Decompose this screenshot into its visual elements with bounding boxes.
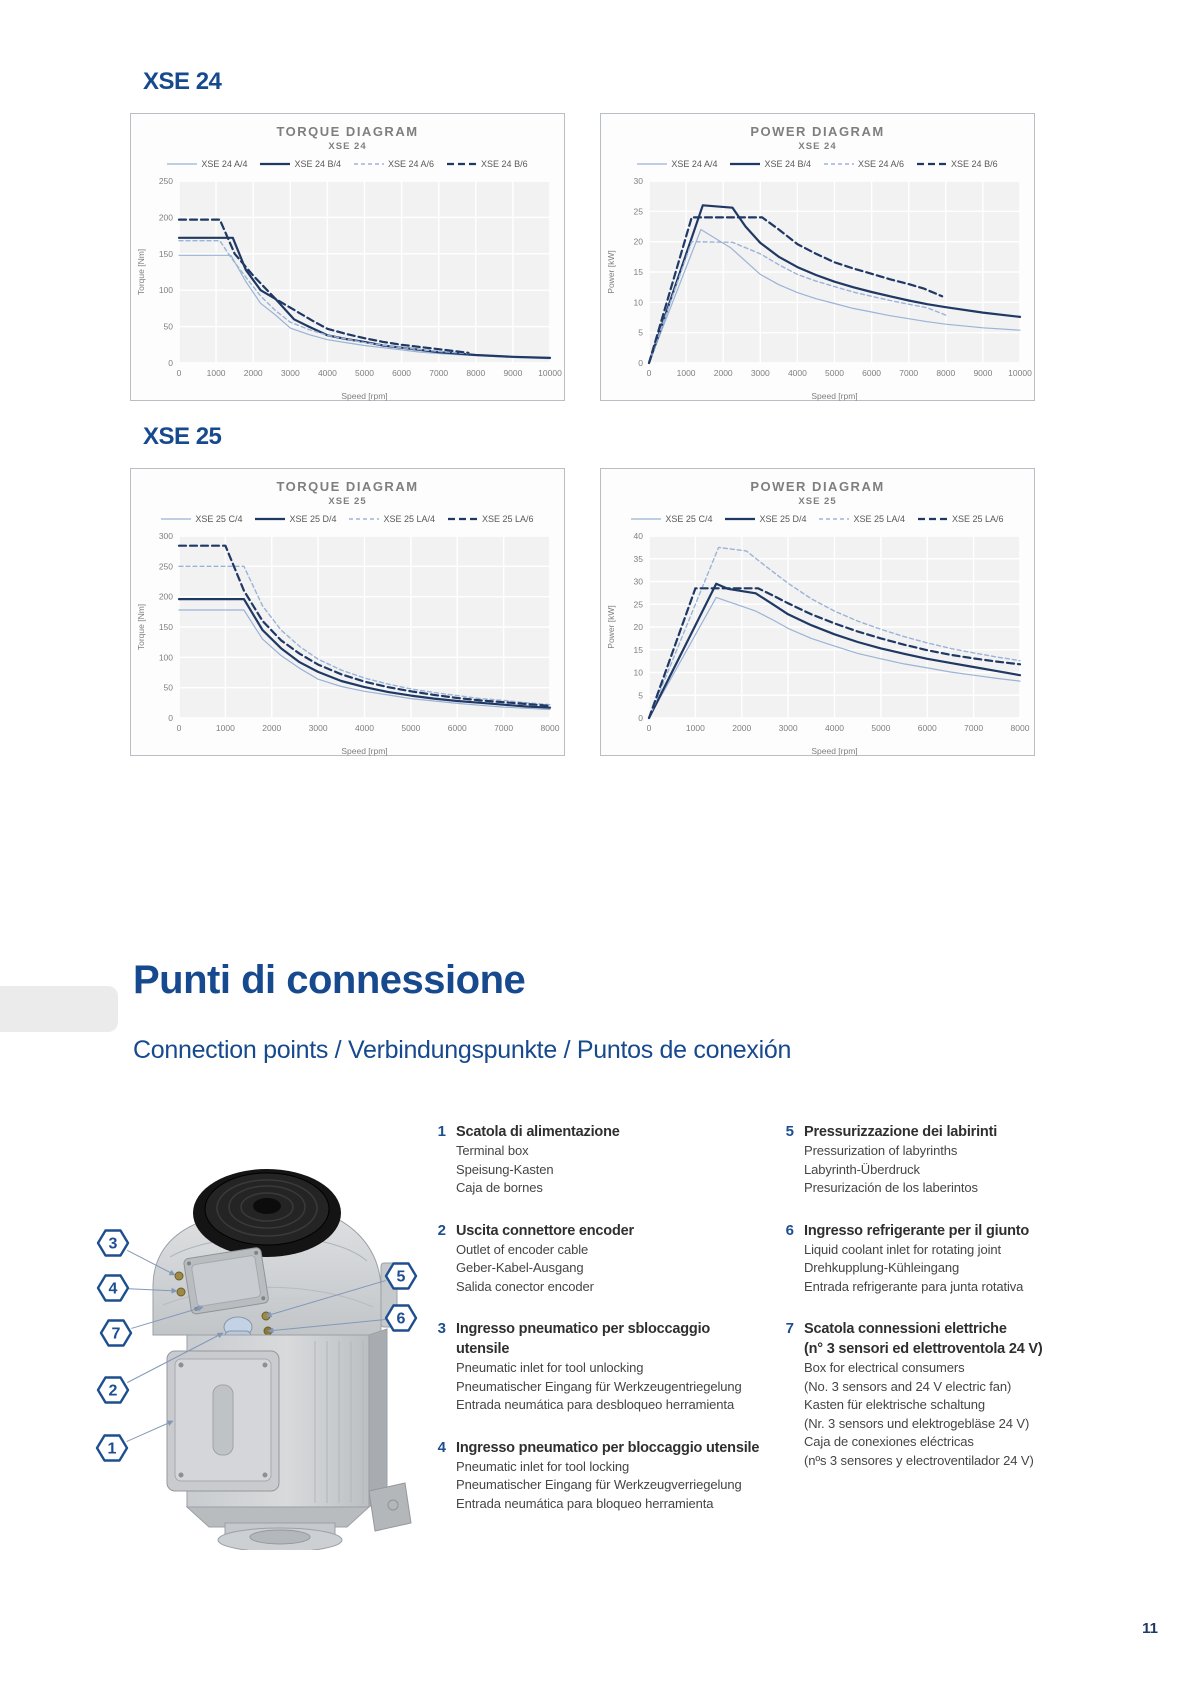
svg-text:35: 35 bbox=[633, 553, 643, 564]
section-accent-bar bbox=[0, 986, 118, 1032]
svg-text:50: 50 bbox=[163, 682, 173, 693]
connection-item bbox=[420, 1221, 765, 1297]
connection-item-translation: Caja de bornes bbox=[456, 1180, 543, 1195]
chart-plot bbox=[601, 171, 1034, 404]
chart-legend bbox=[131, 514, 564, 524]
svg-text:7000: 7000 bbox=[899, 368, 919, 378]
connection-item-translation: Kasten für elektrische schaltung bbox=[804, 1397, 986, 1412]
chart-subtitle: XSE 25 bbox=[798, 496, 837, 507]
connection-item-title: Scatola connessioni elettriche bbox=[804, 1321, 1007, 1337]
connection-item bbox=[768, 1122, 1113, 1198]
connection-item-translation: Drehkupplung-Kühleingang bbox=[804, 1260, 960, 1275]
legend-item: XSE 24 A/6 bbox=[858, 159, 905, 169]
spindle-motor-illustration bbox=[75, 1095, 420, 1550]
svg-text:10000: 10000 bbox=[1008, 368, 1032, 378]
legend-item: XSE 25 LA/6 bbox=[482, 514, 534, 524]
svg-text:50: 50 bbox=[163, 321, 173, 332]
svg-text:0: 0 bbox=[638, 713, 643, 723]
connection-item-translation: Pneumatischer Eingang für Werkzeugverriegelung bbox=[456, 1477, 742, 1492]
cooling-fan bbox=[193, 1169, 341, 1257]
connection-item-title: Scatola di alimentazione bbox=[456, 1124, 620, 1140]
svg-text:1000: 1000 bbox=[206, 368, 226, 378]
svg-text:6000: 6000 bbox=[862, 368, 882, 378]
svg-text:Speed [rpm]: Speed [rpm] bbox=[341, 391, 388, 401]
connection-item-translation: Pneumatic inlet for tool unlocking bbox=[456, 1360, 644, 1375]
svg-text:3000: 3000 bbox=[280, 368, 300, 378]
svg-text:100: 100 bbox=[158, 652, 173, 663]
connection-item-title: Ingresso pneumatico per sbloccaggio utensile bbox=[456, 1321, 711, 1357]
svg-text:7000: 7000 bbox=[429, 368, 449, 378]
legend-item: XSE 24 B/4 bbox=[764, 159, 811, 169]
connection-item-translation: Pressurization of labyrinths bbox=[804, 1143, 958, 1158]
connection-item-translation: Entrada refrigerante para junta rotativa bbox=[804, 1278, 1024, 1294]
callout-badge-number: 3 bbox=[108, 1235, 118, 1253]
svg-text:200: 200 bbox=[158, 591, 173, 602]
chart-plot bbox=[601, 526, 1034, 759]
chart-plot bbox=[131, 526, 564, 759]
chart-legend bbox=[601, 159, 1034, 169]
legend-item: XSE 25 C/4 bbox=[195, 514, 243, 524]
svg-text:15: 15 bbox=[633, 644, 643, 655]
svg-text:5: 5 bbox=[638, 690, 643, 701]
connection-item-number: 5 bbox=[785, 1123, 794, 1140]
svg-text:15: 15 bbox=[633, 267, 643, 277]
callout-badge-number: 1 bbox=[107, 1440, 117, 1458]
svg-text:150: 150 bbox=[158, 248, 173, 259]
power-diagram-xse25 bbox=[600, 468, 1035, 756]
svg-text:3000: 3000 bbox=[778, 723, 798, 733]
connection-item-title: Uscita connettore encoder bbox=[456, 1222, 634, 1239]
legend-item: XSE 24 B/4 bbox=[294, 159, 341, 169]
svg-text:6000: 6000 bbox=[447, 723, 467, 733]
section-heading-xse24: XSE 24 bbox=[143, 68, 222, 95]
connection-item bbox=[420, 1438, 765, 1514]
connection-item-number: 2 bbox=[437, 1221, 446, 1239]
connection-item-translation: Presurización de los laberintos bbox=[804, 1180, 978, 1195]
svg-text:2000: 2000 bbox=[262, 723, 282, 733]
legend-item: XSE 25 LA/4 bbox=[853, 514, 906, 524]
section-heading-xse25: XSE 25 bbox=[143, 423, 222, 450]
svg-text:30: 30 bbox=[633, 576, 643, 587]
connection-item-translation: Pneumatic inlet for tool locking bbox=[456, 1458, 630, 1474]
svg-text:5: 5 bbox=[638, 327, 643, 338]
connection-item bbox=[420, 1122, 765, 1198]
encoder-connector-box bbox=[183, 1247, 269, 1315]
chart-subtitle: XSE 24 bbox=[328, 141, 367, 152]
chart-subtitle: XSE 25 bbox=[328, 496, 367, 507]
motor-body-side bbox=[369, 1329, 387, 1507]
connection-item-translation: Terminal box bbox=[456, 1143, 529, 1158]
connection-item-number: 3 bbox=[437, 1320, 446, 1337]
callout-badge-number: 6 bbox=[396, 1310, 406, 1328]
svg-text:5000: 5000 bbox=[355, 368, 374, 378]
connection-item-translation: Outlet of encoder cable bbox=[456, 1241, 589, 1257]
connection-item-translation: (nºs 3 sensores y electroventilador 24 V) bbox=[804, 1452, 1034, 1468]
svg-text:0: 0 bbox=[168, 713, 173, 723]
legend-item: XSE 24 B/6 bbox=[951, 159, 998, 169]
svg-text:25: 25 bbox=[633, 599, 643, 610]
connection-section-title: Punti di connessione bbox=[133, 958, 526, 1002]
svg-text:Speed [rpm]: Speed [rpm] bbox=[811, 746, 858, 756]
svg-text:20: 20 bbox=[633, 622, 643, 632]
connection-item-translation: (No. 3 sensors and 24 V electric fan) bbox=[804, 1378, 1012, 1394]
svg-text:100: 100 bbox=[158, 285, 173, 296]
svg-text:0: 0 bbox=[176, 723, 182, 733]
svg-text:Power [kW]: Power [kW] bbox=[606, 250, 616, 294]
pneumatic-fitting-lock bbox=[177, 1288, 185, 1296]
chart-subtitle: XSE 24 bbox=[798, 141, 837, 152]
svg-text:0: 0 bbox=[646, 368, 652, 378]
legend-item: XSE 24 A/6 bbox=[388, 159, 435, 169]
connection-item-translation: Geber-Kabel-Ausgang bbox=[456, 1260, 584, 1275]
svg-text:6000: 6000 bbox=[392, 368, 412, 378]
svg-text:4000: 4000 bbox=[317, 368, 337, 378]
shaft-end bbox=[250, 1530, 310, 1544]
legend-item: XSE 24 B/6 bbox=[481, 159, 528, 169]
svg-text:Torque [Nm]: Torque [Nm] bbox=[136, 248, 146, 296]
legend-item: XSE 24 A/4 bbox=[671, 159, 718, 169]
connection-item bbox=[768, 1221, 1113, 1297]
svg-text:Power [kW]: Power [kW] bbox=[606, 605, 616, 649]
chart-legend bbox=[601, 514, 1034, 524]
svg-text:0: 0 bbox=[168, 358, 173, 368]
connection-item-translation: Box for electrical consumers bbox=[804, 1360, 965, 1375]
svg-text:0: 0 bbox=[638, 358, 643, 368]
svg-text:Speed [rpm]: Speed [rpm] bbox=[811, 391, 858, 401]
svg-text:5000: 5000 bbox=[825, 368, 844, 378]
connection-items-right bbox=[768, 1122, 1113, 1493]
svg-text:9000: 9000 bbox=[973, 368, 993, 378]
svg-text:4000: 4000 bbox=[787, 368, 807, 378]
chart-plot bbox=[131, 171, 564, 404]
legend-item: XSE 25 LA/4 bbox=[383, 514, 436, 524]
svg-text:Torque [Nm]: Torque [Nm] bbox=[136, 603, 146, 651]
chart-title: TORQUE DIAGRAM bbox=[276, 124, 419, 139]
legend-item: XSE 25 LA/6 bbox=[952, 514, 1004, 524]
svg-text:300: 300 bbox=[158, 531, 173, 541]
connection-item-translation: Pneumatischer Eingang für Werkzeugentriegelung bbox=[456, 1378, 742, 1394]
torque-diagram-xse24 bbox=[130, 113, 565, 401]
connection-item-translation: Liquid coolant inlet for rotating joint bbox=[804, 1241, 1002, 1257]
chart-legend bbox=[131, 159, 564, 169]
callout-line bbox=[127, 1421, 173, 1442]
connection-item bbox=[768, 1319, 1113, 1470]
torque-diagram-xse25 bbox=[130, 468, 565, 756]
connection-item-number: 4 bbox=[437, 1438, 446, 1456]
svg-text:8000: 8000 bbox=[936, 368, 956, 378]
connection-item-title: (n° 3 sensori ed elettroventola 24 V) bbox=[804, 1341, 1043, 1357]
svg-text:250: 250 bbox=[158, 176, 173, 186]
chart-title: POWER DIAGRAM bbox=[750, 479, 885, 494]
svg-text:4000: 4000 bbox=[825, 723, 844, 733]
foot-plate bbox=[369, 1483, 411, 1531]
connection-item-title: Ingresso refrigerante per il giunto bbox=[804, 1222, 1030, 1239]
callout-badge-number: 4 bbox=[108, 1280, 118, 1298]
connection-item-number: 7 bbox=[785, 1320, 794, 1337]
svg-text:20: 20 bbox=[633, 236, 643, 247]
svg-text:25: 25 bbox=[633, 206, 643, 217]
svg-text:Speed [rpm]: Speed [rpm] bbox=[341, 746, 388, 756]
svg-text:8000: 8000 bbox=[1010, 723, 1030, 733]
svg-text:7000: 7000 bbox=[494, 723, 514, 733]
connection-item-translation: Entrada neumática para desbloqueo herramienta bbox=[456, 1397, 735, 1412]
terminal-box bbox=[167, 1351, 279, 1491]
svg-text:6000: 6000 bbox=[917, 723, 937, 733]
legend-item: XSE 25 D/4 bbox=[289, 514, 337, 524]
svg-text:10000: 10000 bbox=[538, 368, 562, 378]
connection-item-translation: Caja de conexiones eléctricas bbox=[804, 1434, 974, 1449]
chart-title: POWER DIAGRAM bbox=[750, 124, 885, 139]
svg-text:250: 250 bbox=[158, 561, 173, 572]
svg-text:5000: 5000 bbox=[871, 723, 891, 733]
legend-item: XSE 25 C/4 bbox=[665, 514, 713, 524]
svg-text:10: 10 bbox=[633, 667, 643, 678]
connection-item bbox=[420, 1319, 765, 1415]
svg-text:4000: 4000 bbox=[355, 723, 374, 733]
connection-item-title: Ingresso pneumatico per bloccaggio utensile bbox=[456, 1439, 760, 1456]
svg-text:5000: 5000 bbox=[401, 723, 421, 733]
svg-text:10: 10 bbox=[633, 297, 643, 308]
svg-text:1000: 1000 bbox=[215, 723, 235, 733]
connection-item-translation: Entrada neumática para bloqueo herramienta bbox=[456, 1495, 714, 1511]
svg-text:200: 200 bbox=[158, 212, 173, 223]
page-number: 11 bbox=[1142, 1620, 1158, 1637]
svg-text:40: 40 bbox=[633, 531, 643, 541]
svg-text:1000: 1000 bbox=[676, 368, 696, 378]
svg-text:2000: 2000 bbox=[732, 723, 752, 733]
connection-item-translation: Salida conector encoder bbox=[456, 1278, 594, 1294]
svg-text:7000: 7000 bbox=[964, 723, 984, 733]
svg-text:0: 0 bbox=[176, 368, 182, 378]
svg-text:8000: 8000 bbox=[466, 368, 486, 378]
callout-badge-number: 5 bbox=[396, 1268, 406, 1286]
connection-item-number: 1 bbox=[437, 1123, 446, 1140]
chart-title: TORQUE DIAGRAM bbox=[276, 479, 419, 494]
connection-section-subtitle: Connection points / Verbindungspunkte / Puntos de conexión bbox=[133, 1036, 792, 1064]
callout-badge-number: 7 bbox=[111, 1325, 121, 1343]
legend-item: XSE 25 D/4 bbox=[759, 514, 807, 524]
connection-items-left bbox=[420, 1122, 765, 1536]
connection-item-translation: Speisung-Kasten bbox=[456, 1161, 554, 1177]
connection-item-translation: Labyrinth-Überdruck bbox=[804, 1161, 920, 1177]
pneumatic-fitting-unlock bbox=[175, 1272, 183, 1280]
svg-text:150: 150 bbox=[158, 622, 173, 632]
svg-text:8000: 8000 bbox=[540, 723, 560, 733]
svg-text:3000: 3000 bbox=[750, 368, 770, 378]
svg-text:2000: 2000 bbox=[243, 368, 263, 378]
svg-text:1000: 1000 bbox=[685, 723, 705, 733]
callout-badge-number: 2 bbox=[108, 1382, 118, 1400]
svg-text:0: 0 bbox=[646, 723, 652, 733]
svg-text:2000: 2000 bbox=[713, 368, 733, 378]
legend-item: XSE 24 A/4 bbox=[201, 159, 248, 169]
connection-item-translation: (Nr. 3 sensors und elektrogebläse 24 V) bbox=[804, 1415, 1030, 1431]
svg-text:3000: 3000 bbox=[308, 723, 328, 733]
svg-text:9000: 9000 bbox=[503, 368, 523, 378]
svg-text:30: 30 bbox=[633, 176, 643, 186]
power-diagram-xse24 bbox=[600, 113, 1035, 401]
connection-item-title: Pressurizzazione dei labirinti bbox=[804, 1124, 998, 1140]
connection-item-number: 6 bbox=[785, 1221, 794, 1239]
